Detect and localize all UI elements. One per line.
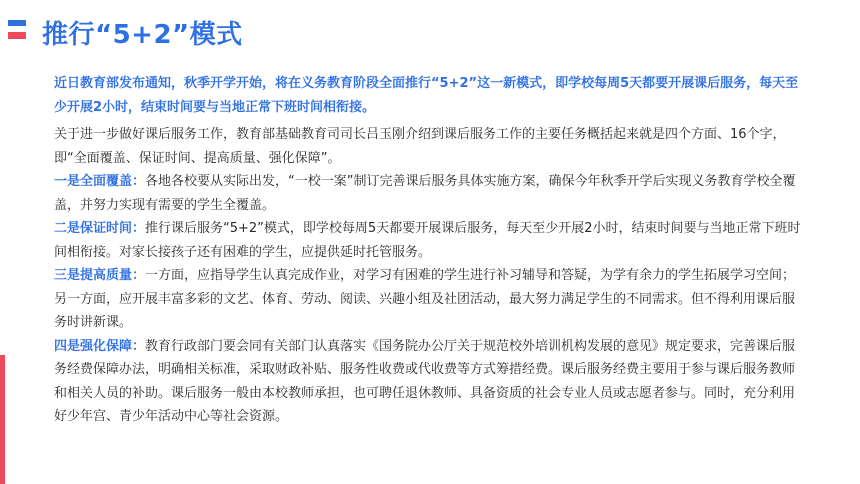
- section-heading: 三是提高质量：: [54, 268, 146, 283]
- section-text: 各地各校要从实际出发，“一校一案”制订完善课后服务具体实施方案，确保今年秋季开学后实现义务教育学校全覆盖，并努力实现有需要的学生全覆盖。: [54, 174, 796, 213]
- section-guarantee: [54, 335, 804, 429]
- content-body: [54, 72, 804, 429]
- section-coverage: [54, 170, 804, 217]
- section-text: 教育行政部门要会同有关部门认真落实《国务院办公厅关于规范校外培训机构发展的意见》规定要求，完善课后服务经费保障办法，明确相关标准，采取财政补贴、服务性收费或代收费等方式筹措经费。课后服务经费主要用于参与课后服务教师和相关人员的补助。课后服务一般由本校教师承担，也可聘任退休教师、具备资质的社会专业人员或志愿者参与。同时，充分利用好少年宫、青少年活动中心等社会资源。: [54, 338, 796, 424]
- lead-paragraph: 关于进一步做好课后服务工作，教育部基础教育司司长吕玉刚介绍到课后服务工作的主要任务概括起来就是四个方面、16个字，即“全面覆盖、保证时间、提高质量、强化保障”。: [54, 127, 786, 166]
- section-time: [54, 217, 804, 264]
- intro-paragraph: 近日教育部发布通知，秋季开学开始，将在义务教育阶段全面推行“5+2”这一新模式，即学校每周5天都要开展课后服务，每天至少开展2小时，结束时间要与当地正常下班时间相衔接。: [54, 76, 799, 115]
- left-accent-bar: [0, 355, 5, 484]
- section-quality: [54, 264, 804, 335]
- title-accent-blue: [8, 20, 26, 26]
- section-heading: 一是全面覆盖：: [54, 174, 146, 189]
- section-text: 一方面，应指导学生认真完成作业，对学习有困难的学生进行补习辅导和答疑，为学有余力的学生拓展学习空间；另一方面，应开展丰富多彩的文艺、体育、劳动、阅读、兴趣小组及社团活动，最大努力满足学生的不同需求。但不得利用课后服务时讲新课。: [54, 268, 796, 330]
- section-heading: 二是保证时间：: [54, 221, 146, 236]
- section-heading: 四是强化保障：: [54, 338, 146, 354]
- title-accent-red: [8, 32, 26, 39]
- page-title: 推行“5+2”模式: [42, 20, 243, 50]
- section-text: 推行课后服务“5+2”模式，即学校每周5天都要开展课后服务，每天至少开展2小时，结束时间要与当地正常下班时间相衔接。对家长接孩子还有困难的学生，应提供延时托管服务。: [54, 221, 801, 260]
